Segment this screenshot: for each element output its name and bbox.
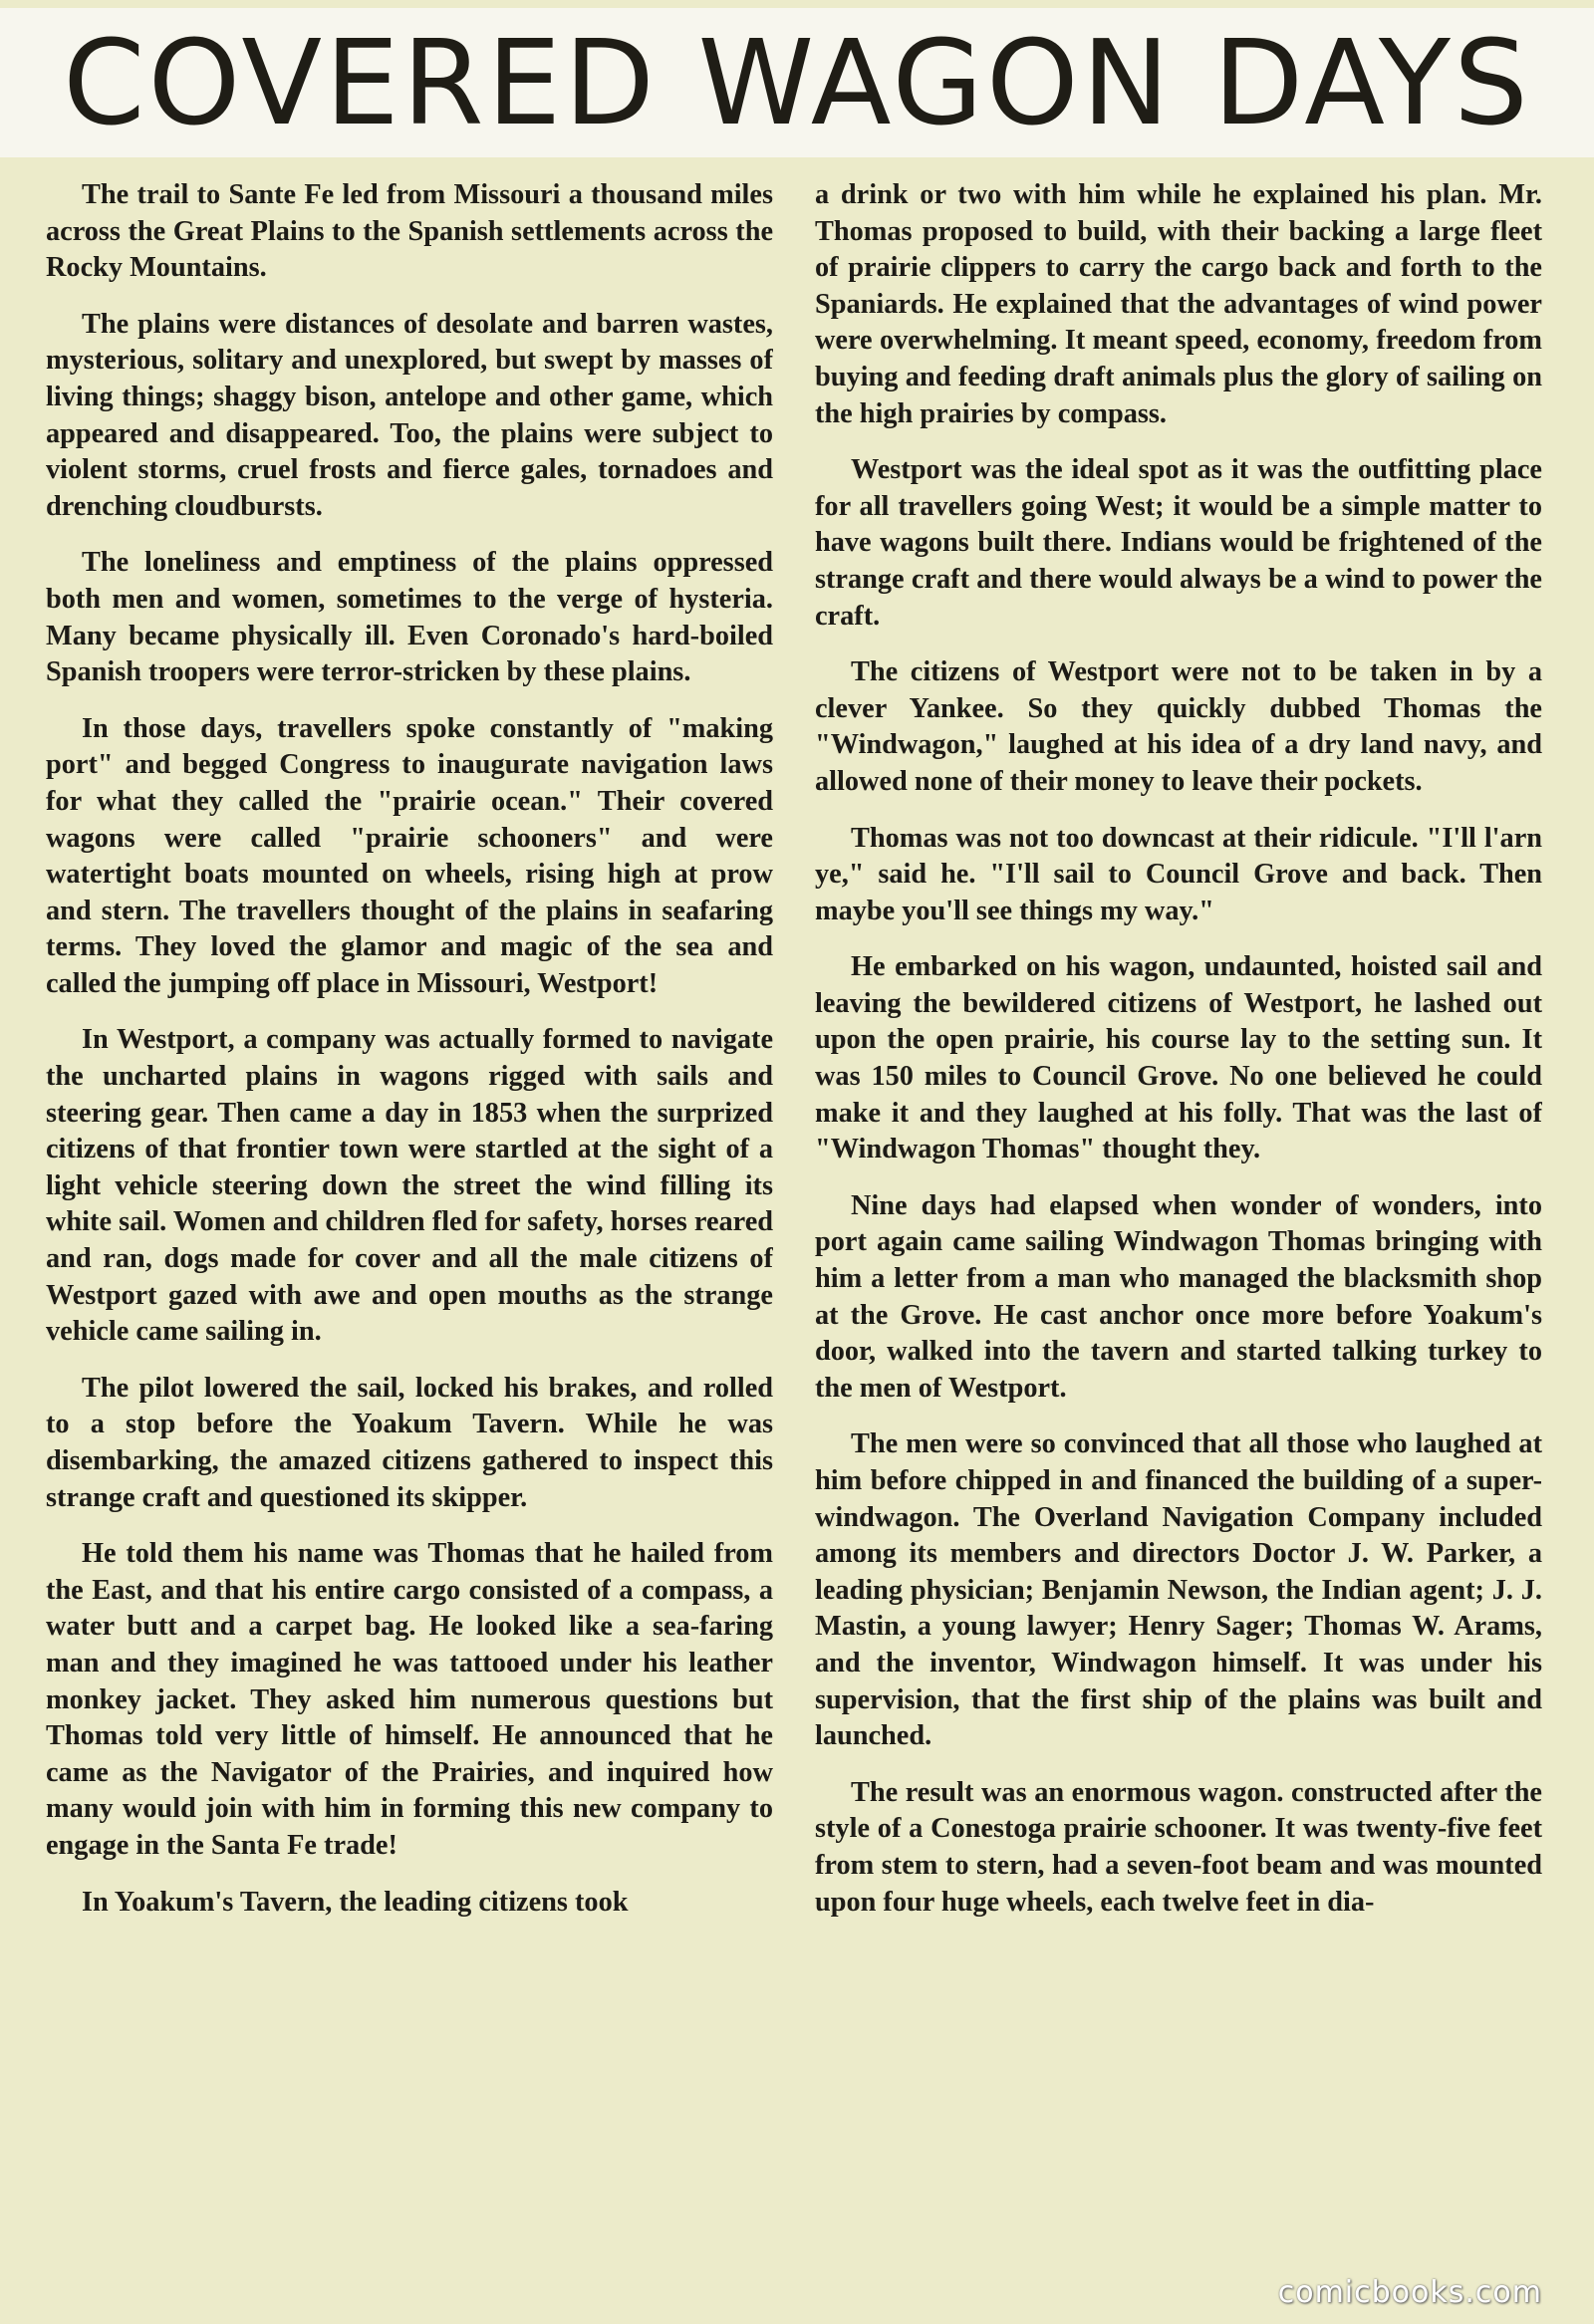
paragraph: a drink or two with him while he explained his plan. Mr. Thomas proposed to build, with their backing a large fleet of prairie clippers to carry the cargo back and forth to the Spaniards. He explained that the advantages of wind power were overwhelming. It meant speed, economy, freedom from buying and feeding draft animals plus the glory of sailing on the high prairies by compass.: [815, 179, 1542, 429]
paragraph: The loneliness and emptiness of the plains oppressed both men and women, sometimes to the verge of hysteria. Many became physically ill. Even Coronado's hard-boiled Spanish troopers were terror-stricken by these plains.: [46, 547, 773, 688]
right-column: [815, 177, 1542, 2279]
article-title: COVERED WAGON DAYS: [0, 8, 1594, 157]
left-column: [46, 177, 773, 2279]
paragraph: In those days, travellers spoke constantly of "making port" and begged Congress to inaugurate navigation laws for what they called the "prairie ocean." Their covered wagons were called "prairie schooners" and were watertight boats mounted on wheels, rising high at prow and stern. The travellers thought of the plains in seafaring terms. They loved the glamor and magic of the sea and called the jumping off place in Missouri, Westport!: [46, 712, 773, 999]
paragraph: He embarked on his wagon, undaunted, hoisted sail and leaving the bewildered citizens of Westport, he lashed out upon the open prairie, his course lay to the setting sun. It was 150 miles to Council Grove. No one believed he could make it and they laughed at his folly. That was the last of "Windwagon Thomas" thought they.: [815, 951, 1542, 1165]
paragraph: The pilot lowered the sail, locked his brakes, and rolled to a stop before the Yoakum Tavern. While he was disembarking, the amazed citizens gathered to inspect this strange craft and questioned its skipper.: [46, 1372, 773, 1513]
paragraph: Westport was the ideal spot as it was the outfitting place for all travellers going West; it would be a simple matter to have wagons built there. Indians would be frightened of the strange craft and there would always be a wind to power the craft.: [815, 454, 1542, 632]
watermark: comicbooks.com: [1277, 2275, 1542, 2310]
paragraph: The men were so convinced that all those who laughed at him before chipped in and financed the building of a super-windwagon. The Overland Navigation Company included among its members and directors Doctor J. W. Parker, a leading physician; Benjamin Newson, the Indian agent; J. J. Mastin, a young lawyer; Henry Sager; Thomas W. Arams, and the inventor, Windwagon himself. It was under his supervision, that the first ship of the plains was built and launched.: [815, 1428, 1542, 1752]
paragraph: The plains were distances of desolate and barren wastes, mysterious, solitary and unexplored, but swept by masses of living things; shaggy bison, antelope and other game, which appeared and disappeared. Too, the plains were subject to violent storms, cruel frosts and fierce gales, tornadoes and drenching cloudbursts.: [46, 308, 773, 522]
paragraph: Thomas was not too downcast at their ridicule. "I'll l'arn ye," said he. "I'll sail to Council Grove and back. Then maybe you'll see things my way.": [815, 822, 1542, 926]
paragraph: The citizens of Westport were not to be taken in by a clever Yankee. So they quickly dubbed Thomas the "Windwagon," laughed at his idea of a dry land navy, and allowed none of their money to leave their pockets.: [815, 656, 1542, 797]
paragraph: The result was an enormous wagon. constructed after the style of a Conestoga prairie schooner. It was twenty-five feet from stem to stern, had a seven-foot beam and was mounted upon four huge wheels, each twelve feet in dia-: [815, 1776, 1542, 1918]
paragraph: The trail to Sante Fe led from Missouri a thousand miles across the Great Plains to the Spanish settlements across the Rocky Mountains.: [46, 179, 773, 284]
paragraph: In Westport, a company was actually formed to navigate the uncharted plains in wagons rigged with sails and steering gear. Then came a day in 1853 when the surprized citizens of that frontier town were startled at the sight of a light vehicle steering down the street the wind filling its white sail. Women and children fled for safety, horses reared and ran, dogs made for cover and all the male citizens of Westport gazed with awe and open mouths as the strange vehicle came sailing in.: [46, 1024, 773, 1348]
paragraph: Nine days had elapsed when wonder of wonders, into port again came sailing Windwagon Thomas bringing with him a letter from a man who managed the blacksmith shop at the Grove. He cast anchor once more before Yoakum's door, walked into the tavern and started talking turkey to the men of Westport.: [815, 1189, 1542, 1404]
paragraph: In Yoakum's Tavern, the leading citizens took: [82, 1886, 629, 1918]
paragraph: He told them his name was Thomas that he hailed from the East, and that his entire cargo consisted of a compass, a water butt and a carpet bag. He looked like a sea-faring man and they imagined he was tattooed under his leather monkey jacket. They asked him numerous questions but Thomas told very little of himself. He announced that he came as the Navigator of the Prairies, and inquired how many would join with him in forming this new company to engage in the Santa Fe trade!: [46, 1538, 773, 1861]
